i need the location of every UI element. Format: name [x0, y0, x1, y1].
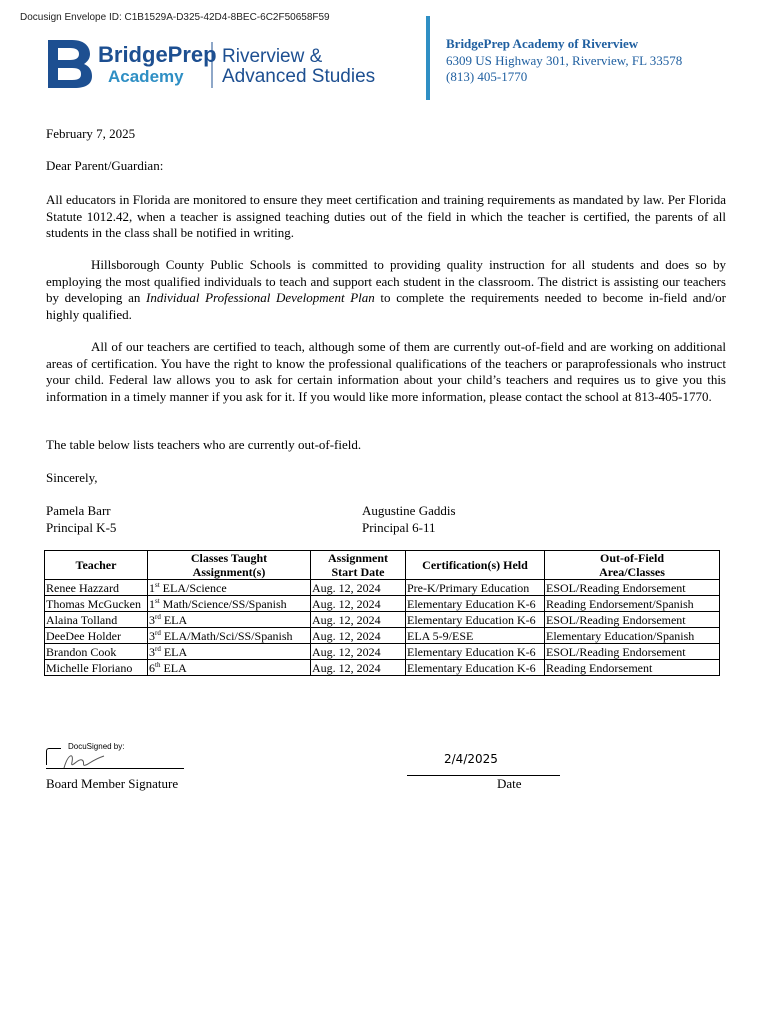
bridgeprep-logo	[46, 38, 386, 90]
date-line	[407, 775, 560, 776]
table-row	[45, 660, 720, 676]
envelope-id: Docusign Envelope ID: C1B1529A-D325-42D4-8BEC-6C2F50658F59	[20, 12, 330, 23]
logo-sub2: Advanced Studies	[222, 66, 376, 87]
signer-2	[362, 503, 456, 536]
paragraph-3: All of our teachers are certified to teach, although some of them are currently out-of-field and are working on additional areas of certification. You have the right to know the professional qualifications of the teachers or paraprofessionals who instruct your child. Federal law allows you to ask for certain information about your child’s teachers and requires us to give you this information in a timely manner if you ask for it. If you would like more information, please contact the school at 813-405-1770.	[46, 339, 726, 404]
cell-teacher: DeeDee Holder	[45, 628, 148, 644]
paragraph-2-emphasis: Individual Professional Development Plan	[146, 290, 375, 306]
signer-1-name: Pamela Barr	[46, 503, 111, 518]
cell-out-of-field: Reading Endorsement/Spanish	[545, 596, 720, 612]
school-address: 6309 US Highway 301, Riverview, FL 33578	[446, 52, 683, 68]
table-row	[45, 612, 720, 628]
school-name: BridgePrep Academy of Riverview	[446, 36, 639, 51]
header-out-of-field: Out-of-Field Area/Classes	[545, 551, 720, 580]
paragraph-4: The table below lists teachers who are currently out-of-field.	[46, 437, 362, 452]
cell-certification: Elementary Education K-6	[406, 644, 545, 660]
cell-out-of-field: ESOL/Reading Endorsement	[545, 612, 720, 628]
signer-1-title: Principal K-5	[46, 519, 117, 535]
cell-classes	[148, 644, 311, 660]
cell-classes	[148, 580, 311, 596]
table-row	[45, 580, 720, 596]
cell-certification: Elementary Education K-6	[406, 660, 545, 676]
cell-grade-suffix: th	[155, 660, 161, 669]
cell-grade: 1	[149, 580, 155, 595]
paragraph-2	[46, 257, 726, 323]
cell-grade-suffix: rd	[155, 644, 161, 653]
cell-grade-suffix: rd	[155, 628, 161, 637]
cell-classes	[148, 628, 311, 644]
header-classes: Classes Taught Assignment(s)	[148, 551, 311, 580]
cell-certification: Elementary Education K-6	[406, 612, 545, 628]
cell-class-list: ELA	[160, 644, 188, 659]
paragraph-1: All educators in Florida are monitored to ensure they meet certification and training requirements as mandated by law. Per Florida Statute 1012.42, when a teacher is assigned teaching duties out of the field in which the teacher is certified, the parents of all students in the class shall be notified in writing.	[46, 192, 726, 241]
salutation: Dear Parent/Guardian:	[46, 158, 164, 173]
cell-certification: Pre-K/Primary Education	[406, 580, 545, 596]
cell-out-of-field: ESOL/Reading Endorsement	[545, 644, 720, 660]
header-certification: Certification(s) Held	[406, 551, 545, 580]
cell-grade: 6	[149, 660, 155, 675]
out-of-field-table	[44, 550, 720, 676]
cell-grade-suffix: st	[155, 580, 160, 589]
table-header-row	[45, 551, 720, 580]
signed-date: 2/4/2025	[444, 752, 498, 766]
table-row	[45, 644, 720, 660]
cell-start-date: Aug. 12, 2024	[311, 596, 406, 612]
cell-start-date: Aug. 12, 2024	[311, 628, 406, 644]
signer-2-name: Augustine Gaddis	[362, 503, 456, 518]
signer-1	[46, 503, 116, 536]
logo-line1: BridgePrep	[98, 42, 217, 67]
board-member-label: Board Member Signature	[46, 776, 179, 791]
date-label: Date	[497, 776, 522, 791]
cell-grade: 3	[149, 628, 155, 643]
cell-certification: ELA 5-9/ESE	[406, 628, 545, 644]
cell-class-list: ELA	[160, 612, 188, 627]
paragraph-2-text-b: to complete the requirements needed to become in-field and/or highly qualified.	[46, 290, 726, 322]
cell-classes	[148, 596, 311, 612]
signer-2-title: Principal 6-11	[362, 519, 436, 535]
cell-teacher: Michelle Floriano	[45, 660, 148, 676]
docusigned-label: DocuSigned by:	[68, 742, 125, 751]
header-start-date: Assignment Start Date	[311, 551, 406, 580]
cell-teacher: Brandon Cook	[45, 644, 148, 660]
cell-grade-suffix: st	[155, 596, 160, 605]
table-row	[45, 628, 720, 644]
cell-start-date: Aug. 12, 2024	[311, 612, 406, 628]
logo-line2: Academy	[108, 67, 184, 86]
logo-sub1: Riverview &	[222, 46, 323, 67]
paragraph-2-text-a: Hillsborough County Public Schools is committed to providing quality instruction for all students and does so by employing the most qualified individuals to teach and support each student in the classroom. The district is assisting our teachers by developing an	[46, 257, 726, 306]
cell-teacher: Alaina Tolland	[45, 612, 148, 628]
cell-class-list: ELA/Math/Sci/SS/Spanish	[160, 628, 293, 643]
school-phone: (813) 405-1770	[446, 69, 528, 84]
cell-grade: 3	[149, 612, 155, 627]
cell-grade: 1	[149, 596, 155, 611]
cell-start-date: Aug. 12, 2024	[311, 580, 406, 596]
cell-teacher: Thomas McGucken	[45, 596, 148, 612]
school-info	[446, 36, 682, 86]
board-signature-line	[46, 768, 184, 769]
cell-classes	[148, 660, 311, 676]
table-row	[45, 596, 720, 612]
cell-classes	[148, 612, 311, 628]
docusign-bracket	[46, 748, 61, 765]
cell-grade-suffix: rd	[155, 612, 161, 621]
cell-class-list: Math/Science/SS/Spanish	[159, 596, 287, 611]
cell-start-date: Aug. 12, 2024	[311, 644, 406, 660]
logo-b-mark	[48, 40, 92, 88]
letter-date: February 7, 2025	[46, 126, 136, 141]
cell-certification: Elementary Education K-6	[406, 596, 545, 612]
cell-start-date: Aug. 12, 2024	[311, 660, 406, 676]
cell-grade: 3	[149, 644, 155, 659]
header-teacher: Teacher	[45, 551, 148, 580]
cell-out-of-field: ESOL/Reading Endorsement	[545, 580, 720, 596]
cell-out-of-field: Elementary Education/Spanish	[545, 628, 720, 644]
cell-class-list: ELA/Science	[159, 580, 227, 595]
cell-class-list: ELA	[160, 660, 187, 675]
header-divider	[426, 16, 430, 100]
closing: Sincerely,	[46, 470, 98, 485]
cell-out-of-field: Reading Endorsement	[545, 660, 720, 676]
cell-teacher: Renee Hazzard	[45, 580, 148, 596]
